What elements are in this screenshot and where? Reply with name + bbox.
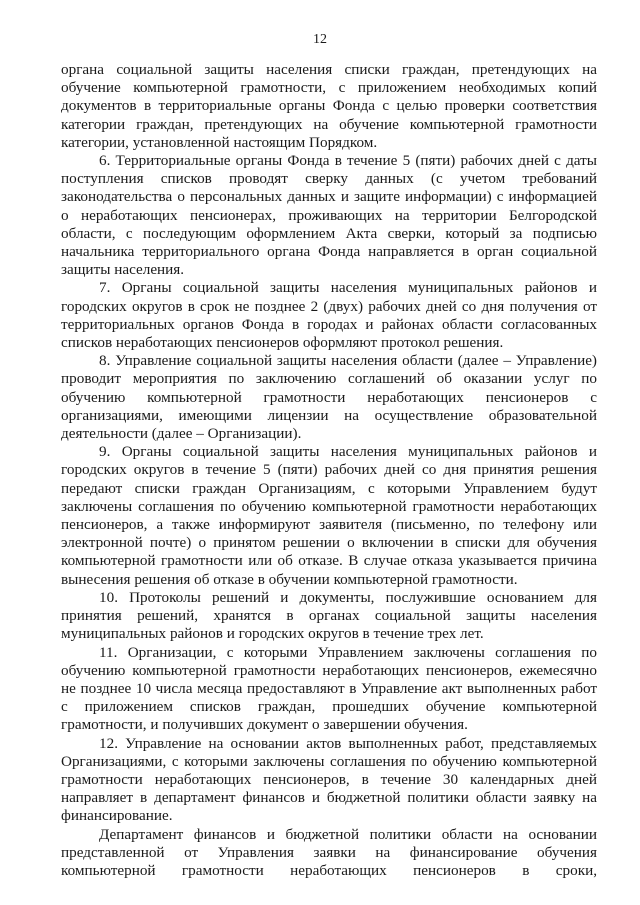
paragraph-item-9: 9. Органы социальной защиты населения муниципальных районов и городских округов в течение 5 (пяти) рабочих дней со дня принятия решения передают списки граждан Организациям, с которыми Управлением будут заключены соглашения по обучению компьютерной грамотности неработающих пенсионеров, а также информируют заявителя (письменно, по телефону или электронной почте) о принятом решении о включении в списки для обучения компьютерной грамотности или об отказе. В случае отказа указывается причина вынесения решения об отказе в обучении компьютерной грамотности.: [61, 443, 597, 588]
paragraph-item-8: 8. Управление социальной защиты населения области (далее – Управление) проводит мероприятия по заключению соглашений об оказании услуг по обучению компьютерной грамотности неработающих пенсионеров с организациями, имеющими лицензии на осуществление образовательной деятельности (далее – Организации).: [61, 352, 597, 443]
paragraph-item-6: 6. Территориальные органы Фонда в течение 5 (пяти) рабочих дней с даты поступления списков проводят сверку данных (с учетом требований законодательства о персональных данных и защите информации) с информацией о неработающих пенсионерах, проживающих на территории Белгородской области, с последующим оформлением Акта сверки, который за подписью начальника территориального органа Фонда направляется в орган социальной защиты населения.: [61, 152, 597, 279]
paragraph-item-10: 10. Протоколы решений и документы, послужившие основанием для принятия решений, хранятся в органах социальной защиты населения муниципальных районов и городских округов в течение трех лет.: [61, 588, 597, 643]
document-body: [61, 61, 597, 880]
paragraph-item-12: 12. Управление на основании актов выполненных работ, представляемых Организациями, с которыми заключены соглашения по обучению компьютерной грамотности неработающих пенсионеров, в течение 30 календарных дней направляет в департамент финансов и бюджетной политики области заявку на финансирование.: [61, 734, 597, 825]
paragraph-continued: органа социальной защиты населения списки граждан, претендующих на обучение компьютерной грамотности, с приложением необходимых копий документов в территориальные органы Фонда с целью проверки соответствия категории граждан, претендующих на обучение компьютерной грамотности категории, установленной настоящим Порядком.: [61, 61, 597, 151]
paragraph-item-7: 7. Органы социальной защиты населения муниципальных районов и городских округов в срок не позднее 2 (двух) рабочих дней со дня получения от территориальных органов Фонда в городах и районах области согласованных списков неработающих пенсионеров оформляют протокол решения.: [61, 279, 597, 352]
paragraph-finance-department: Департамент финансов и бюджетной политики области на основании представленной от Управления заявки на финансирование обучения компьютерной грамотности неработающих пенсионеров в сроки,: [61, 825, 597, 879]
paragraph-item-11: 11. Организации, с которыми Управлением заключены соглашения по обучению компьютерной грамотности неработающих пенсионеров, ежемесячно не позднее 10 числа месяца предоставляют в Управление акт выполненных работ с приложением списков граждан, прошедших обучение компьютерной грамотности, и получивших документ о завершении обучения.: [61, 643, 597, 734]
page-number: 12: [313, 32, 327, 47]
